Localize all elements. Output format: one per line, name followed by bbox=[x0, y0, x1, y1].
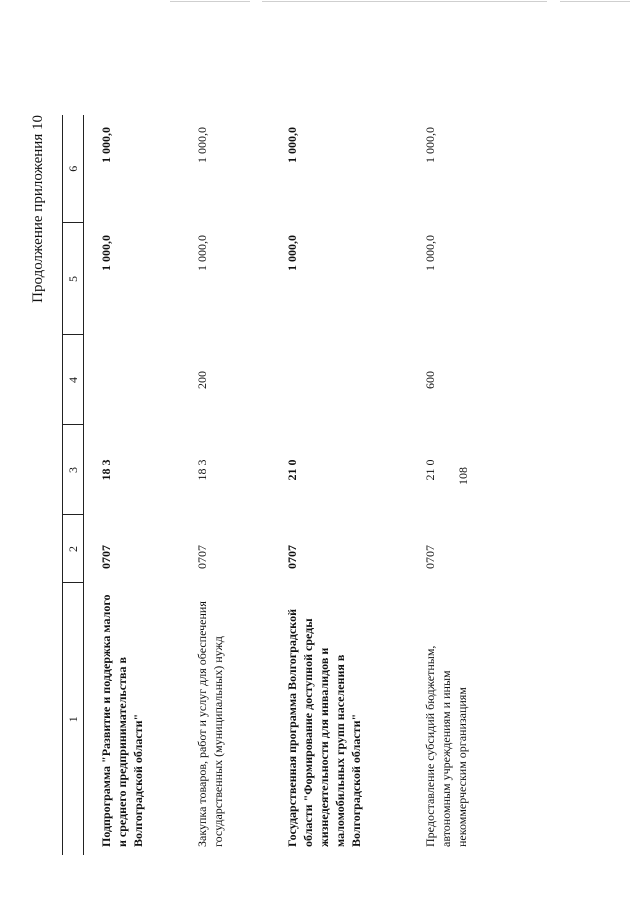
row-col6: 1 000,0 bbox=[285, 127, 299, 163]
header-col-6: 6 bbox=[63, 115, 84, 223]
row-type: 600 bbox=[423, 371, 437, 389]
row-code: 0707 bbox=[195, 545, 209, 569]
row-name: Подпрограмма "Развитие и поддержка малого и среднего предпринимательства в Волгоградской области" bbox=[99, 594, 145, 847]
header-col-3: 3 bbox=[63, 425, 84, 515]
row-col6: 1 000,0 bbox=[99, 127, 113, 163]
table-row bbox=[408, 115, 512, 855]
table-header bbox=[63, 115, 84, 855]
row-col5: 1 000,0 bbox=[423, 235, 437, 271]
row-code: 0707 bbox=[423, 545, 437, 569]
row-target: 18 3 bbox=[99, 459, 113, 481]
header-col-2: 2 bbox=[63, 515, 84, 583]
row-code: 0707 bbox=[285, 545, 299, 569]
row-col5: 1 000,0 bbox=[285, 235, 299, 271]
budget-table bbox=[62, 115, 512, 855]
page-number: 108 bbox=[456, 467, 470, 485]
continuation-label: Продолжение приложения 10 bbox=[30, 115, 46, 303]
row-target: 21 0 bbox=[285, 459, 299, 481]
row-target: 18 3 bbox=[195, 459, 209, 481]
row-type: 200 bbox=[195, 371, 209, 389]
row-col6: 1 000,0 bbox=[195, 127, 209, 163]
row-name: Государственная программа Волгоградской области "Формирование доступной среды жизнедеятельности для инвалидов и маломобильных групп населения в Волгоградской области" bbox=[285, 609, 363, 847]
row-name: Закупка товаров, работ и услуг для обеспечения государственных (муниципальных) нужд bbox=[195, 601, 225, 847]
header-col-1: 1 bbox=[63, 583, 84, 855]
row-col6: 1 000,0 bbox=[423, 127, 437, 163]
header-col-5: 5 bbox=[63, 223, 84, 335]
table-row bbox=[270, 115, 408, 855]
row-target: 21 0 bbox=[423, 459, 437, 481]
table-row bbox=[180, 115, 270, 855]
row-type bbox=[270, 335, 408, 425]
row-code: 0707 bbox=[99, 545, 113, 569]
table-row bbox=[84, 115, 181, 855]
row-col5: 1 000,0 bbox=[195, 235, 209, 271]
row-col5: 1 000,0 bbox=[99, 235, 113, 271]
row-name: Предоставление субсидий бюджетным, автономным учреждениям и иным некоммерческим организациям bbox=[423, 645, 469, 847]
header-col-4: 4 bbox=[63, 335, 84, 425]
row-type bbox=[84, 335, 181, 425]
